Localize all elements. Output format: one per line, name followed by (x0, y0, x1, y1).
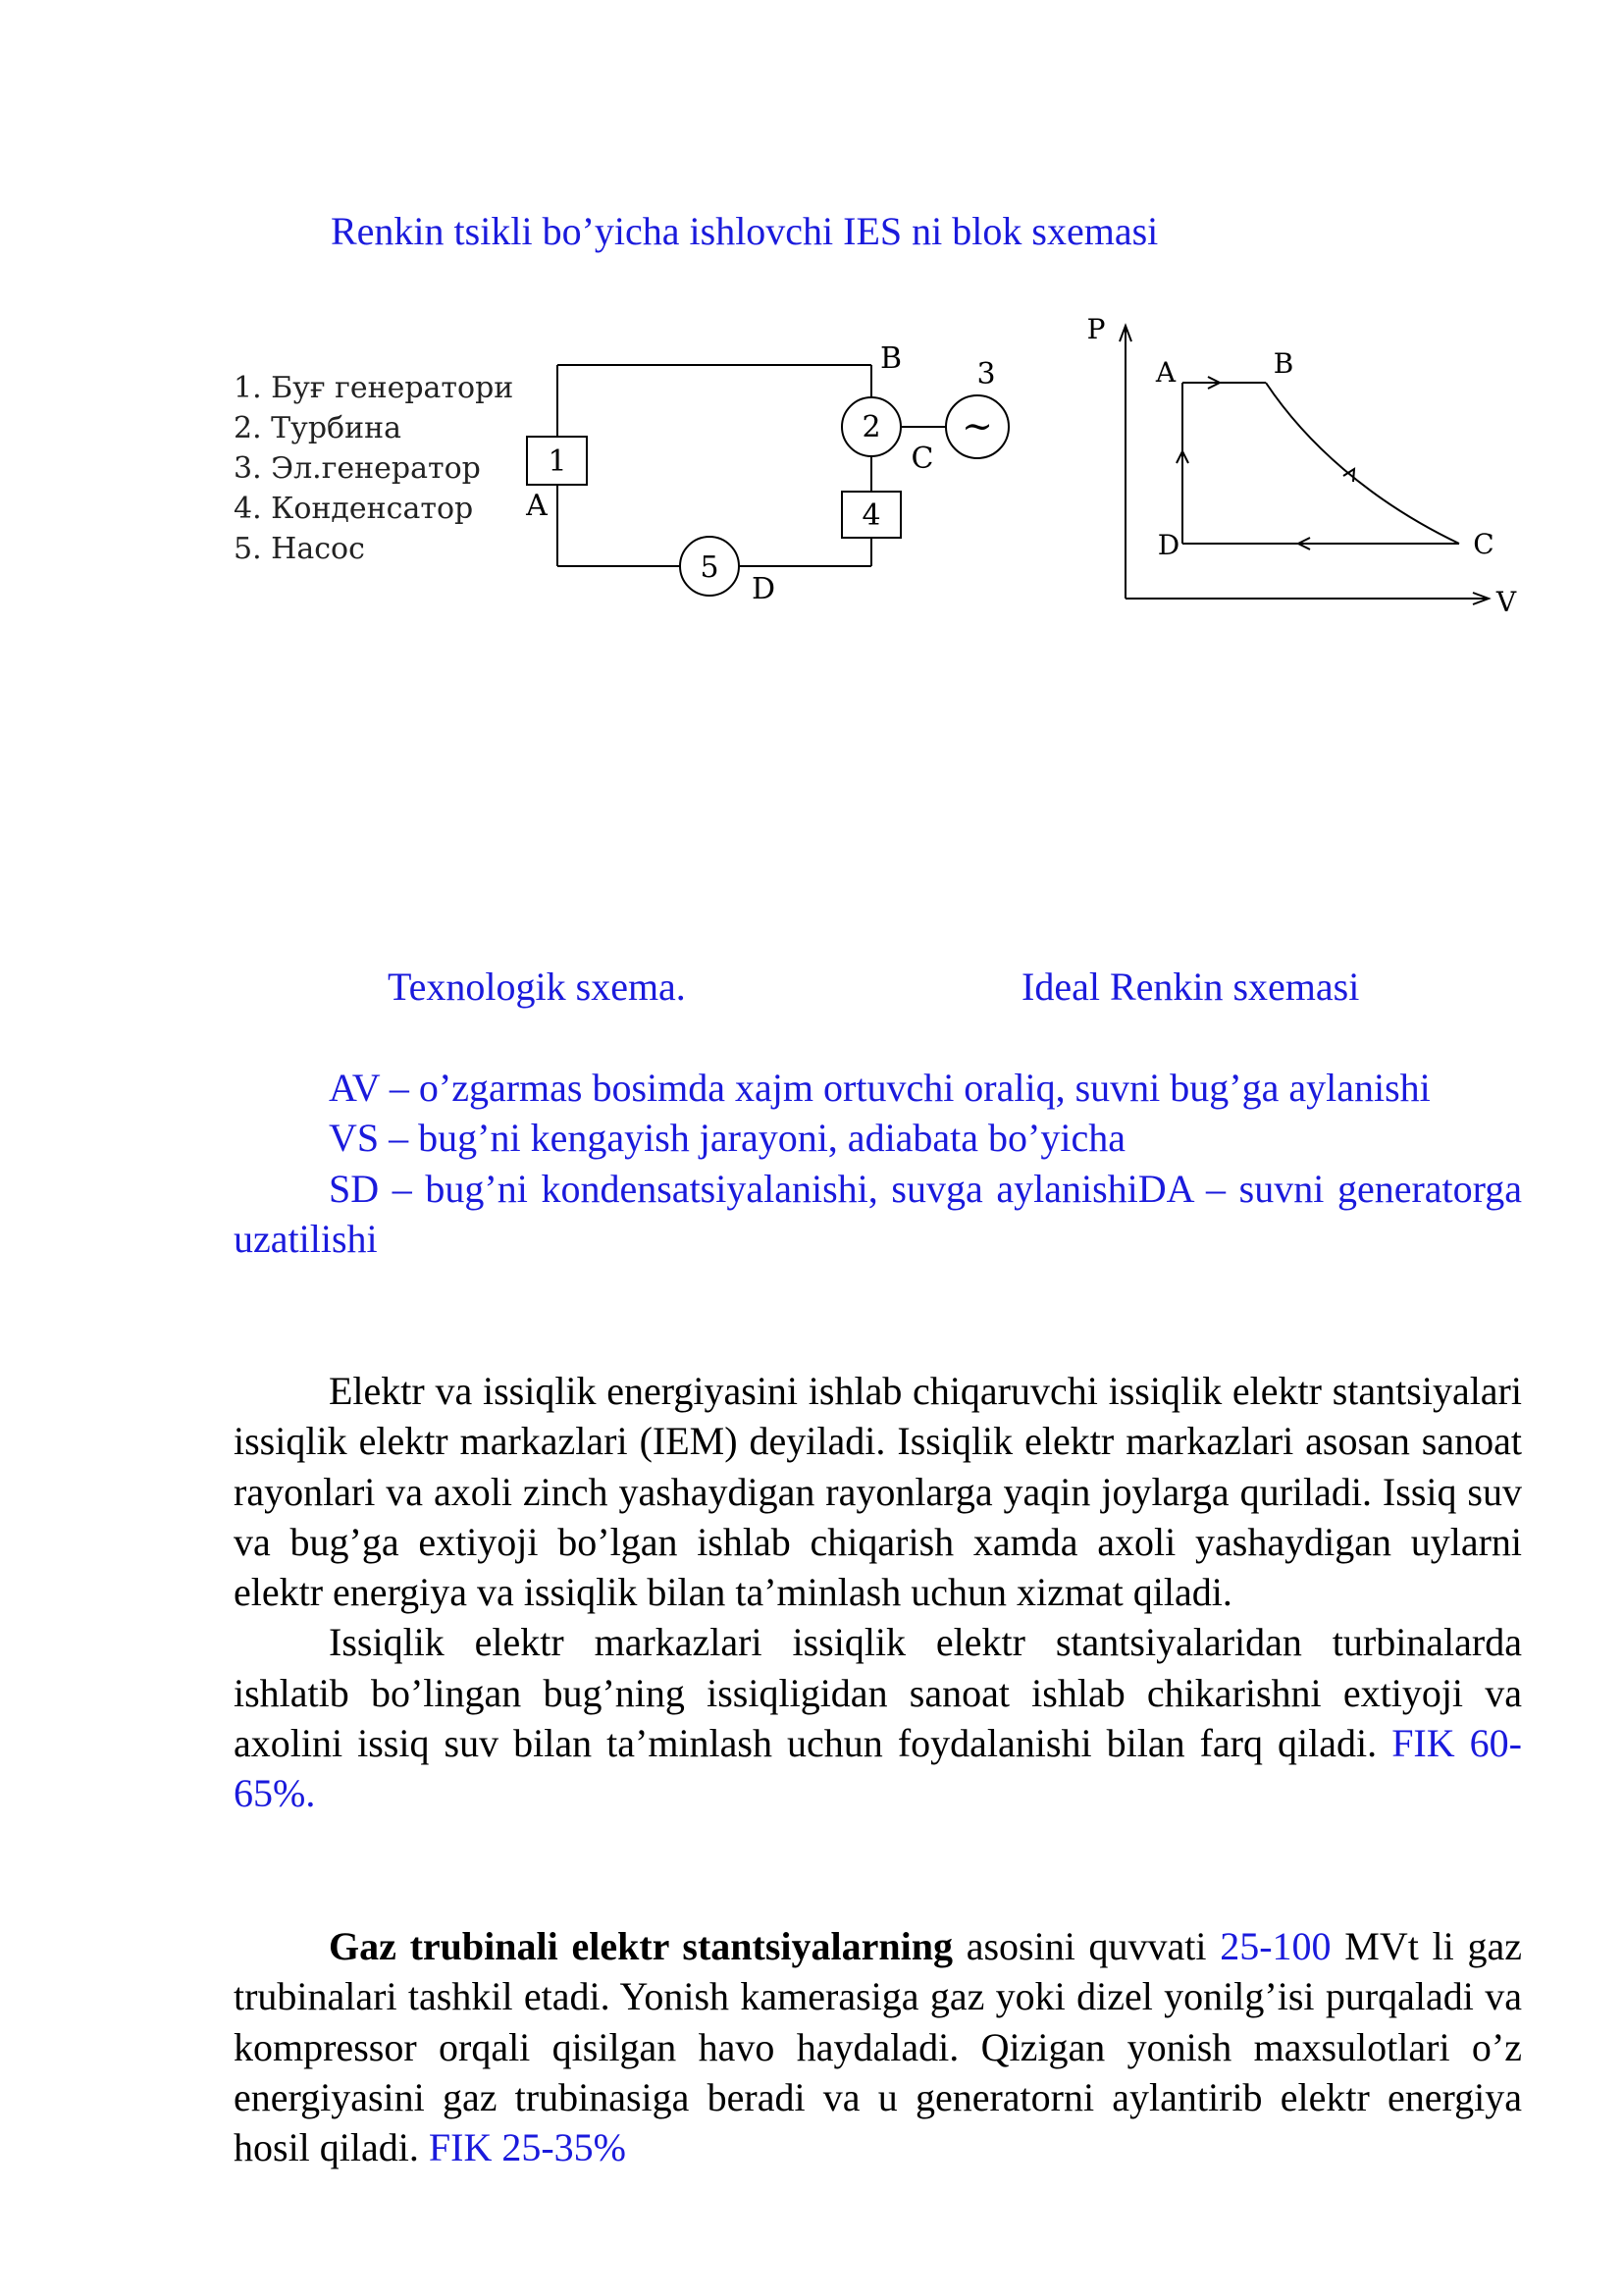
page-title: Renkin tsikli bo’yicha ishlovchi IES ni blok sxemasi (331, 209, 1159, 253)
paragraph-iem: Elektr va issiqlik energiyasini ishlab chiqaruvchi issiqlik elektr stantsiyalari issiqlik elektr markazlari (IEM) deyiladi. Issiqlik elektr markazlari asosan sanoat rayonlari va axoli zinch yashaydigan rayonlarga yaqin joylarga quriladi. Issiq suv va bug’ga extiyoji bo’lgan ishlab chiqarish xamda axoli yashaydigan uylarni elektr energiya va issiqlik bilan ta’minlash uchun xizmat qiladi. (234, 1369, 1522, 1615)
process-descriptions (234, 1063, 1522, 1264)
svg-text:1: 1 (548, 444, 567, 479)
svg-text:C: C (911, 442, 934, 476)
legend-item-2: 2. Турбина (234, 411, 401, 445)
sd-description: SD – bug’ni kondensatsiyalanishi, suvga aylanishiDA – suvni generatorga uzatilishi (234, 1166, 1522, 1261)
caption-technological-scheme: Texnologik sxema. (388, 965, 686, 1009)
fik-iem: FIK 60-65%. (234, 1721, 1522, 1816)
svg-text:D: D (751, 572, 776, 606)
paragraph-iem-difference: Issiqlik elektr markazlari issiqlik elektr stantsiyalaridan turbinalarda ishlatib bo’lingan bug’ning issiqligidan sanoat ishlab chikarishni extiyoji va axolini issiq suv bilan ta’minlash uchun foydalanishi bilan farq qiladi. FIK 60-65%. (234, 1620, 1522, 1816)
vs-description: VS – bug’ni kengayish jarayoni, adiabata bo’yicha (329, 1116, 1126, 1161)
svg-text:V: V (1495, 586, 1517, 618)
fik-gas-turbine: FIK 25-35% (428, 2125, 626, 2170)
svg-text:2: 2 (862, 410, 881, 444)
legend-item-5: 5. Насос (234, 532, 365, 566)
gas-turbine-section (234, 1921, 1522, 2172)
power-range: 25-100 (1220, 1924, 1332, 1968)
svg-text:B: B (1273, 347, 1294, 380)
sine-wave-icon: ~ (962, 404, 993, 447)
svg-text:B: B (879, 341, 903, 376)
legend-item-1: 1. Буғ генератори (234, 371, 514, 405)
svg-text:4: 4 (862, 498, 881, 533)
paragraph-gas-turbine: Gaz trubinali elektr stantsiyalarning asosini quvvati 25-100 MVt li gaz trubinalari tashkil etadi. Yonish kamerasiga gaz yoki dizel yonilg’isi purqaladi va kompressor orqali qisilgan havo haydaladi. Qizigan yonish maxsulotlari o’z energiyasini gaz trubinasiga beradi va u generatorni aylantirib elektr energiya hosil qiladi. FIK 25-35% (234, 1924, 1523, 2170)
caption-ideal-rankine: Ideal Renkin sxemasi (1022, 965, 1360, 1009)
body-text (234, 1366, 1522, 1819)
svg-text:A: A (1155, 356, 1177, 389)
svg-text:P: P (1086, 313, 1106, 345)
gas-turbine-heading: Gaz trubinali elektr stantsiyalarning (329, 1924, 953, 1968)
svg-text:D: D (1157, 529, 1180, 561)
svg-text:5: 5 (700, 550, 719, 585)
legend-item-4: 4. Конденсатор (234, 492, 474, 526)
pv-diagram (1074, 304, 1536, 628)
svg-text:3: 3 (976, 357, 996, 391)
legend-item-3: 3. Эл.генератор (234, 451, 481, 486)
svg-text:A: A (526, 489, 548, 523)
av-description: AV – o’zgarmas bosimda xajm ortuvchi oraliq, suvni bug’ga aylanishi (329, 1066, 1431, 1110)
svg-text:C: C (1473, 528, 1494, 560)
technological-scheme-diagram (226, 339, 1030, 613)
